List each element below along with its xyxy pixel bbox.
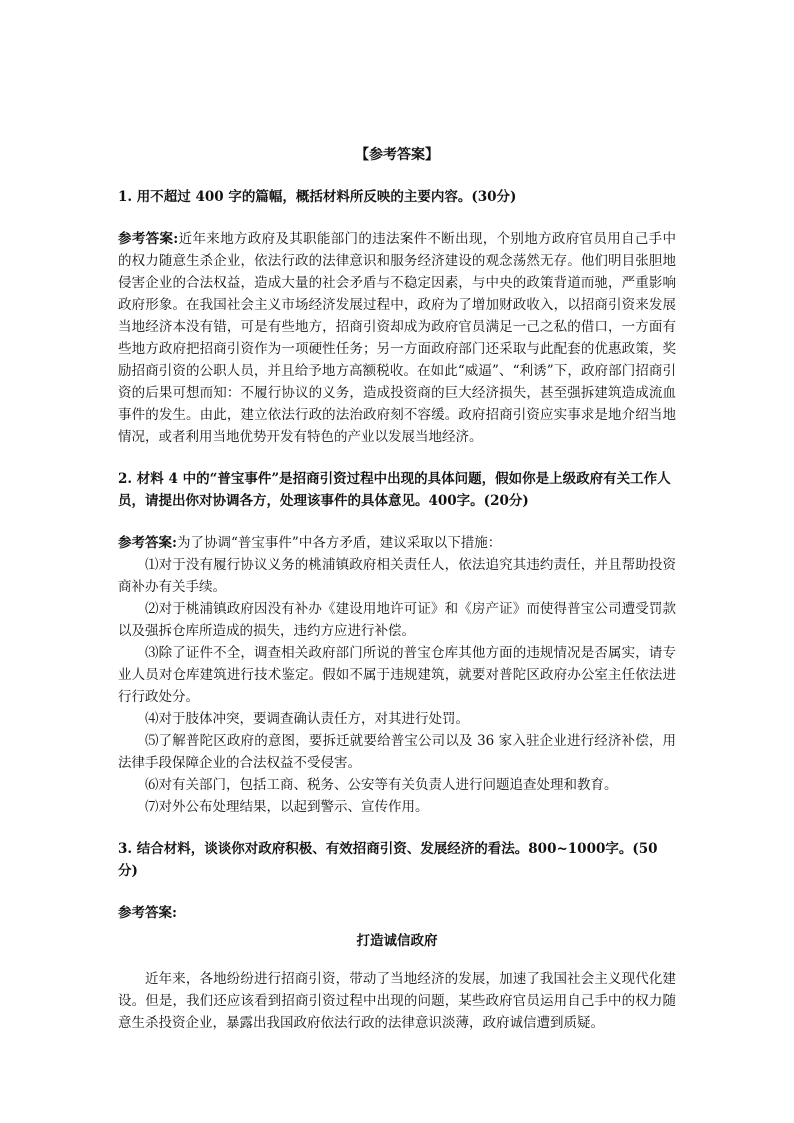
answer-2-item: ⑹对有关部门，包括工商、税务、公安等有关负责人进行问题追查处理和教育。 <box>145 777 618 793</box>
question-1: 1. 用不超过 400 字的篇幅，概括材料所反映的主要内容。(30分) <box>118 189 517 205</box>
answer-1-text: 近年来地方政府及其职能部门的违法案件不断出现，个别地方政府官员用自己手中的权力随意生杀企业，依法行政的法律意识和服务经济建设的观念荡然无存。他们明目张胆地 侵害企业的合法权益，造成大量的社会矛盾与不稳定因素，与中央的政策背道而驰，严重影响政府形象。在我国社会主义市场经济发展过程中，政府为了增加财政收入，以招商引资来发展当地经济本没有错，可是有些地方，招商引资却成为政府官员满足一己之私的借口，一方面有些地方政府把招商引资作为一项硬性任务；另一方面政府部门还采取与此配套的优惠政策，奖励招商引资的公职人员，并且给予地方高额税收。在如此“威逼”、“利诱”下，政府部门招商引资的后果可想而知：不履行协议的义务，造成投资商的巨大经济损失，甚至强拆建筑造成流血事件的发生。由此，建立依法行政的法治政府刻不容缓。政府招商引资应实事求是地介绍当地情况，或者利用当地优势开发有特色的产业以发展当地经济。 <box>118 231 677 445</box>
answer-2-intro <box>118 532 676 554</box>
answer-2-list <box>118 554 676 818</box>
essay-paragraph: 近年来，各地纷纷进行招商引资，带动了当地经济的发展，加速了我国社会主义现代化建设。但是，我们还应该看到招商引资过程中出现的问题，某些政府官员运用自己手中的权力随意生杀投资企业，暴露出我国政府依法行政的法律意识淡薄，政府诚信遭到质疑。 <box>118 971 676 1031</box>
answer-2-item: ⑷对于肢体冲突，要调查确认责任方，对其进行处罚。 <box>145 711 469 727</box>
answer-2-item: ⑶除了证件不全，调查相关政府部门所说的普宝仓库其他方面的违规情况是否属实，请专业人员对仓库建筑进行技术鉴定。假如不属于违规建筑，就要对普陀区政府办公室主任依法进行行政处分。 <box>118 645 676 705</box>
question-3: 3. 结合材料，谈谈你对政府积极、有效招商引资、发展经济的看法。800~1000字。(50分) <box>118 841 658 879</box>
essay-title: 打造诚信政府 <box>356 933 438 949</box>
answer-2-item: ⑸了解普陀区政府的意图，要拆迁就要给普宝公司以及 36 家入驻企业进行经济补偿，用法律手段保障企业的合法权益不受侵害。 <box>118 733 676 771</box>
answer-1 <box>118 228 676 448</box>
answer-2-item: ⑵对于桃浦镇政府因没有补办《建设用地许可证》和《房产证》而使得普宝公司遭受罚款以及强拆仓库所造成的损失，违约方应进行补偿。 <box>118 601 676 639</box>
answer-1-label: 参考答案: <box>118 231 179 247</box>
answer-2-label: 参考答案: <box>118 535 177 551</box>
answer-2-intro-text: 为了协调“普宝事件”中各方矛盾，建议采取以下措施： <box>176 535 502 551</box>
answer-2-item: ⑴对于没有履行协议义务的桃浦镇政府相关责任人，依法追究其违约责任，并且帮助投资商补办有关手续。 <box>118 557 676 595</box>
answer-3-label: 参考答案: <box>118 905 177 921</box>
question-2: 2. 材料 4 中的“普宝事件”是招商引资过程中出现的具体问题，假如你是上级政府有关工作人员，请提出你对协调各方，处理该事件的具体意见。400字。(20分) <box>118 471 671 509</box>
page-title: 【参考答案】 <box>355 147 439 163</box>
answer-2-item: ⑺对外公布处理结果，以起到警示、宣传作用。 <box>145 799 429 815</box>
